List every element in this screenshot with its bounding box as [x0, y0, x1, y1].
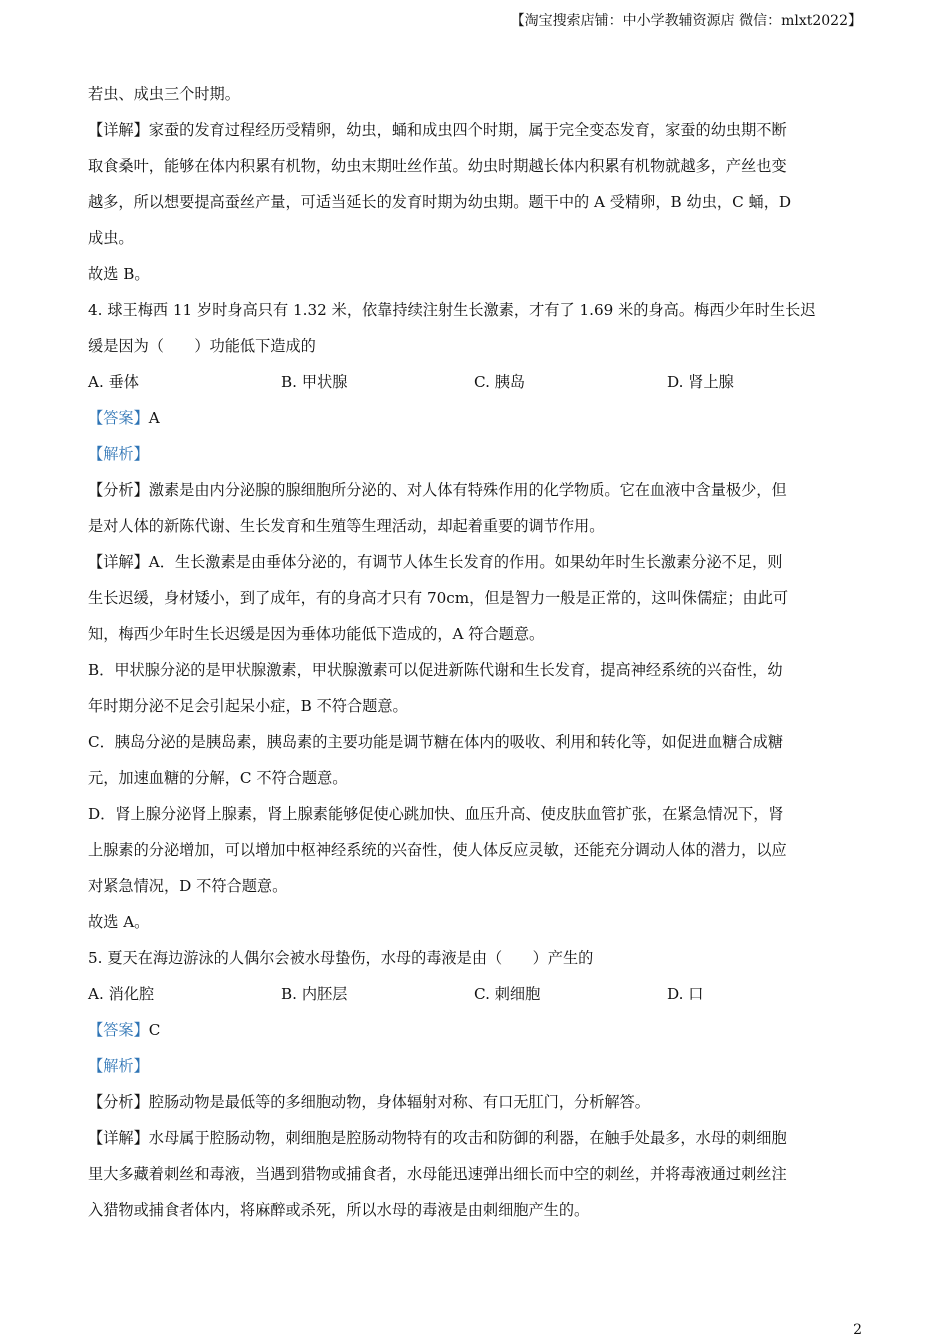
page-number: 2: [853, 1322, 862, 1338]
text-line: D．肾上腺分泌肾上腺素，肾上腺素能够促使心跳加快、血压升高、使皮肤血管扩张，在紧急情况下，肾: [88, 805, 784, 823]
fenxi-tag: 【分析】: [88, 1093, 149, 1111]
question-stem: 缓是因为（ ）功能低下造成的: [88, 337, 316, 355]
detail-line: [88, 1120, 860, 1156]
detail-line: [88, 112, 860, 148]
detail-tag: 【详解】: [88, 1129, 149, 1147]
fenxi-line: [88, 472, 860, 508]
fenxi-tag: 【分析】: [88, 481, 149, 499]
text-line: 生长迟缓，身材矮小，到了成年，有的身高才只有 70cm，但是智力一般是正常的，这叫侏儒症；由此可: [88, 589, 789, 607]
option-b: B. 甲状腺: [281, 373, 348, 391]
fenxi-line: [88, 1084, 860, 1120]
fenxi-text: 激素是由内分泌腺的腺细胞所分泌的、对人体有特殊作用的化学物质。它在血液中含量极少，但: [148, 481, 787, 499]
detail-text: 家蚕的发育过程经历受精卵，幼虫，蛹和成虫四个时期，属于完全变态发育，家蚕的幼虫期不断: [148, 121, 787, 139]
detail-tag: 【详解】: [88, 553, 149, 571]
text-line: 上腺素的分泌增加，可以增加中枢神经系统的兴奋性，使人体反应灵敏，还能充分调动人体的潜力，以应: [88, 841, 787, 859]
question-stem: 4. 球王梅西 11 岁时身高只有 1.32 米，依靠持续注射生长激素，才有了 1.69 米的身高。梅西少年时生长迟: [88, 301, 816, 319]
text-line: 越多，所以想要提高蚕丝产量，可适当延长的发育时期为幼虫期。题干中的 A 受精卵，B 幼虫，C 蛹，D: [88, 193, 792, 211]
conclusion: 故选 B。: [88, 265, 150, 283]
option-a: A. 垂体: [88, 373, 139, 391]
text-line: 入猎物或捕食者体内，将麻醉或杀死，所以水母的毒液是由刺细胞产生的。: [88, 1201, 590, 1219]
answer-tag: 【答案】: [88, 409, 149, 427]
text-line: 对紧急情况，D 不符合题意。: [88, 877, 288, 895]
question-stem: 5. 夏天在海边游泳的人偶尔会被水母蛰伤，水母的毒液是由（ ）产生的: [88, 949, 594, 967]
detail-text: 水母属于腔肠动物，刺细胞是腔肠动物特有的攻击和防御的利器，在触手处最多，水母的刺细胞: [148, 1129, 787, 1147]
text-line: 年时期分泌不足会引起呆小症，B 不符合题意。: [88, 697, 408, 715]
conclusion: 故选 A。: [88, 913, 150, 931]
option-a: A. 消化腔: [88, 985, 155, 1003]
text-line: 里大多藏着刺丝和毒液，当遇到猎物或捕食者，水母能迅速弹出细长而中空的刺丝，并将毒液通过刺丝注: [88, 1165, 787, 1183]
option-d: D. 肾上腺: [667, 373, 734, 391]
option-c: C. 刺细胞: [474, 985, 541, 1003]
detail-line: [88, 544, 860, 580]
option-d: D. 口: [667, 985, 704, 1003]
fenxi-text: 腔肠动物是最低等的多细胞动物，身体辐射对称、有口无肛门，分析解答。: [148, 1093, 650, 1111]
answer-value: C: [148, 1021, 161, 1039]
text-line: 是对人体的新陈代谢、生长发育和生殖等生理活动，却起着重要的调节作用。: [88, 517, 605, 535]
answer-tag: 【答案】: [88, 1021, 149, 1039]
option-c: C. 胰岛: [474, 373, 526, 391]
analysis-tag: 【解析】: [88, 445, 149, 463]
answer-line: [88, 400, 860, 436]
text-line: 元，加速血糖的分解，C 不符合题意。: [88, 769, 348, 787]
text-line: B．甲状腺分泌的是甲状腺激素，甲状腺激素可以促进新陈代谢和生长发育，提高神经系统的兴奋性，幼: [88, 661, 783, 679]
text-line: C．胰岛分泌的是胰岛素，胰岛素的主要功能是调节糖在体内的吸收、利用和转化等，如促进血糖合成糖: [88, 733, 784, 751]
detail-text: A．生长激素是由垂体分泌的，有调节人体生长发育的作用。如果幼年时生长激素分泌不足，则: [148, 553, 783, 571]
answer-line: [88, 1012, 860, 1048]
text-line: 若虫、成虫三个时期。: [88, 85, 240, 103]
detail-tag: 【详解】: [88, 121, 149, 139]
text-line: 知，梅西少年时生长迟缓是因为垂体功能低下造成的，A 符合题意。: [88, 625, 545, 643]
analysis-tag: 【解析】: [88, 1057, 149, 1075]
options-row: [88, 364, 860, 400]
text-line: 取食桑叶，能够在体内积累有机物，幼虫末期吐丝作茧。幼虫时期越长体内积累有机物就越多，产丝也变: [88, 157, 787, 175]
page-header: 【淘宝搜索店铺：中小学教辅资源店 微信：mlxt2022】: [510, 13, 862, 29]
text-line: 成虫。: [88, 229, 134, 247]
option-b: B. 内胚层: [281, 985, 348, 1003]
answer-value: A: [148, 409, 160, 427]
document-body: [88, 76, 860, 1228]
options-row: [88, 976, 860, 1012]
